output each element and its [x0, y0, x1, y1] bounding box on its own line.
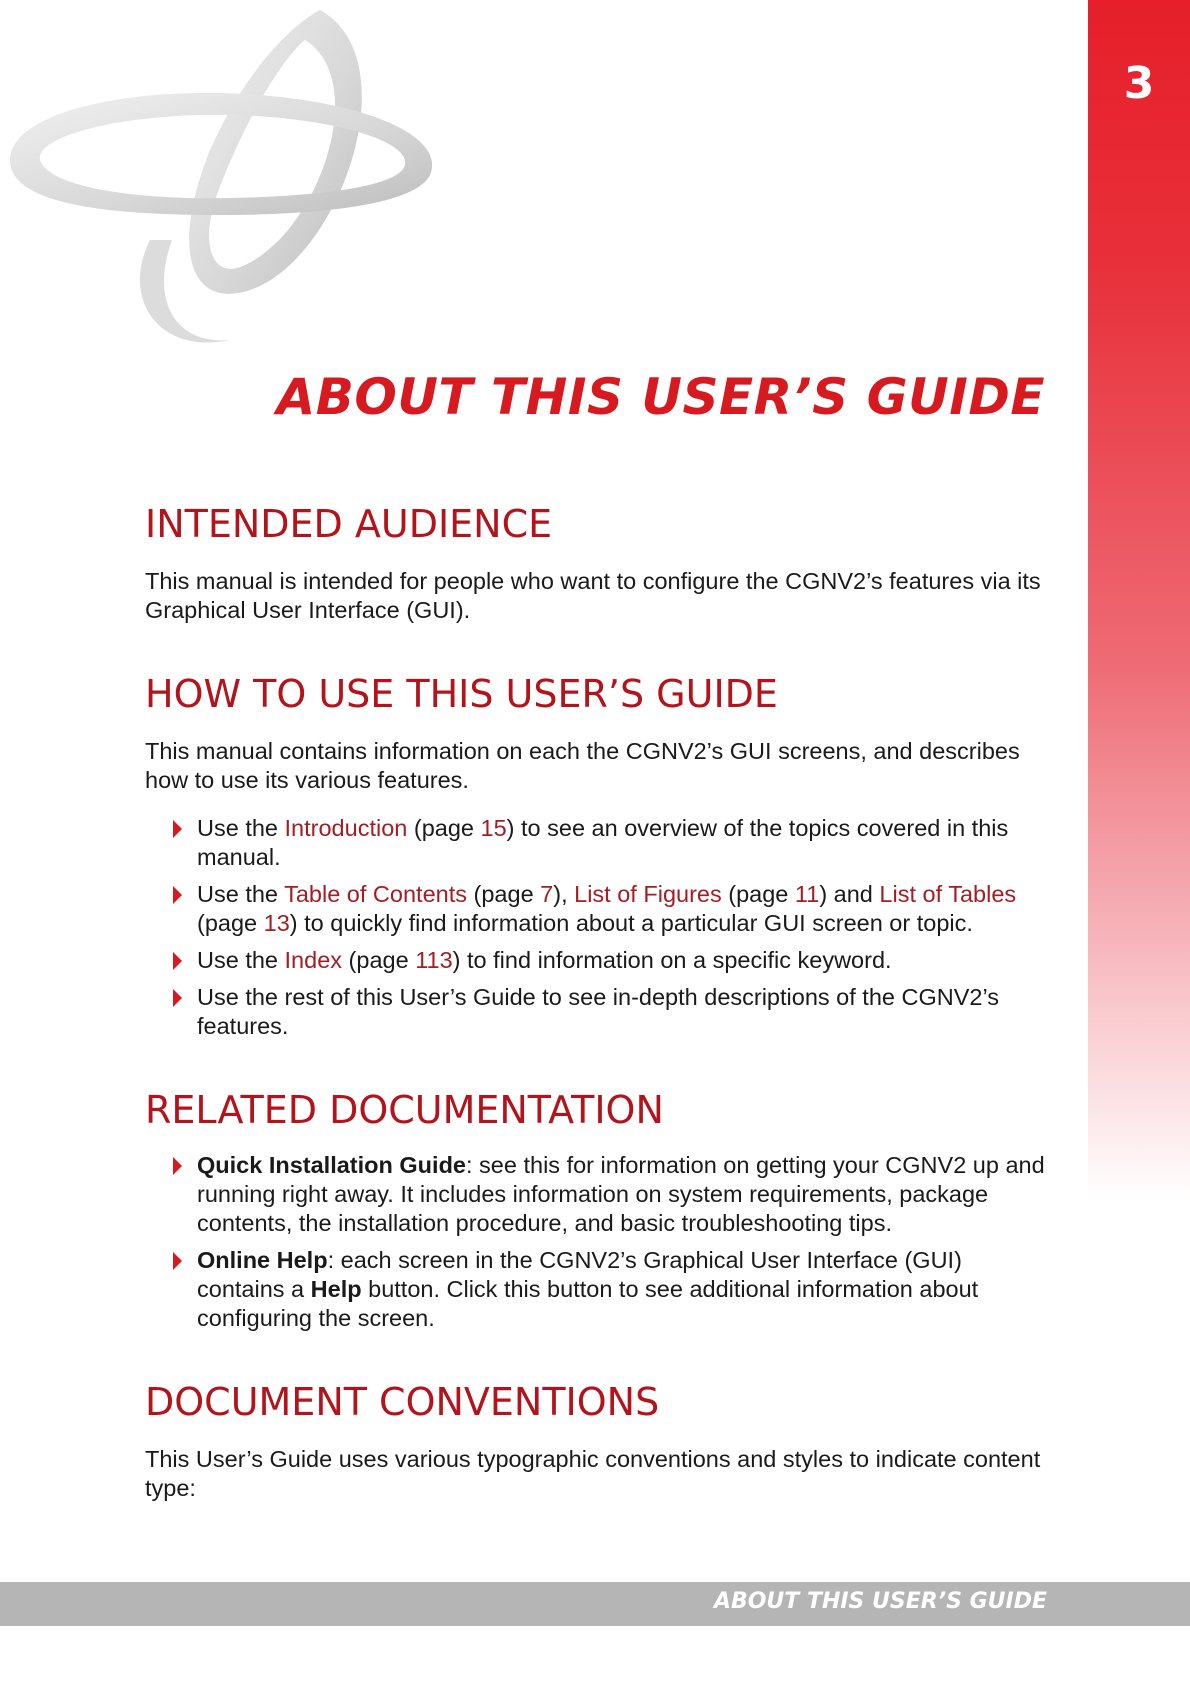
section-heading: DOCUMENT CONVENTIONS [145, 1380, 660, 1424]
link-page[interactable]: 11 [794, 881, 820, 907]
footer-bar [0, 1582, 1190, 1626]
brand-logo-icon [0, 0, 440, 350]
link-list-of-figures[interactable]: List of Figures [574, 881, 722, 907]
link-list-of-tables[interactable]: List of Tables [879, 881, 1017, 907]
chapter-title: ABOUT THIS USER’S GUIDE [276, 368, 1045, 426]
section-heading: HOW TO USE THIS USER’S GUIDE [145, 672, 778, 716]
section-how-to-use [145, 672, 1050, 1049]
list-item: Quick Installation Guide: see this for information on getting your CGNV2 up and running right away. It includes information on system requirements, package contents, the installation procedure, and basic troubleshooting tips. [145, 1151, 1050, 1238]
list-item: Use the rest of this User’s Guide to see in-depth descriptions of the CGNV2’s features. [145, 983, 1050, 1041]
list-item: Online Help: each screen in the CGNV2’s Graphical User Interface (GUI) contains a Help button. Click this button to see additional information about configuring the screen. [145, 1246, 1050, 1333]
link-page[interactable]: 15 [480, 815, 507, 841]
doc-title: Online Help [197, 1247, 328, 1273]
bullet-list [145, 1151, 1050, 1333]
doc-title: Quick Installation Guide [197, 1152, 466, 1178]
paragraph: This User’s Guide uses various typographic conventions and styles to indicate content type: [145, 1446, 1041, 1501]
link-index[interactable]: Index [284, 947, 343, 973]
bullet-arrow-icon [173, 1157, 182, 1175]
link-introduction[interactable]: Introduction [284, 815, 408, 841]
section-heading: INTENDED AUDIENCE [145, 502, 553, 546]
section-document-conventions [145, 1380, 1050, 1503]
link-page[interactable]: 113 [415, 947, 453, 973]
section-intended-audience [145, 502, 1050, 625]
list-item: Use the Introduction (page 15) to see an overview of the topics covered in this manual. [145, 814, 1050, 872]
bullet-arrow-icon [173, 952, 182, 970]
bullet-arrow-icon [173, 989, 182, 1007]
section-related-documentation [145, 1088, 1050, 1341]
help-button-label: Help [310, 1276, 362, 1302]
bullet-arrow-icon [173, 886, 182, 904]
section-heading: RELATED DOCUMENTATION [145, 1088, 664, 1132]
list-item: Use the Table of Contents (page 7), List of Figures (page 11) and List of Tables (page 13) to quickly find information about a particular GUI screen or topic. [145, 880, 1050, 938]
chapter-number: 3 [1123, 58, 1155, 109]
bullet-arrow-icon [173, 820, 182, 838]
link-page[interactable]: 7 [540, 881, 554, 907]
link-table-of-contents[interactable]: Table of Contents [284, 881, 467, 907]
footer-title: ABOUT THIS USER’S GUIDE [713, 1589, 1047, 1614]
list-item: Use the Index (page 113) to find information on a specific keyword. [145, 946, 1050, 975]
bullet-list [145, 814, 1050, 1041]
bullet-arrow-icon [173, 1252, 182, 1270]
paragraph: This manual is intended for people who want to configure the CGNV2’s features via its Graphical User Interface (GUI). [145, 568, 1041, 623]
paragraph: This manual contains information on each the CGNV2’s GUI screens, and describes how to use its various features. [145, 738, 1020, 793]
link-page[interactable]: 13 [263, 910, 290, 936]
chapter-side-band [1088, 0, 1190, 1200]
